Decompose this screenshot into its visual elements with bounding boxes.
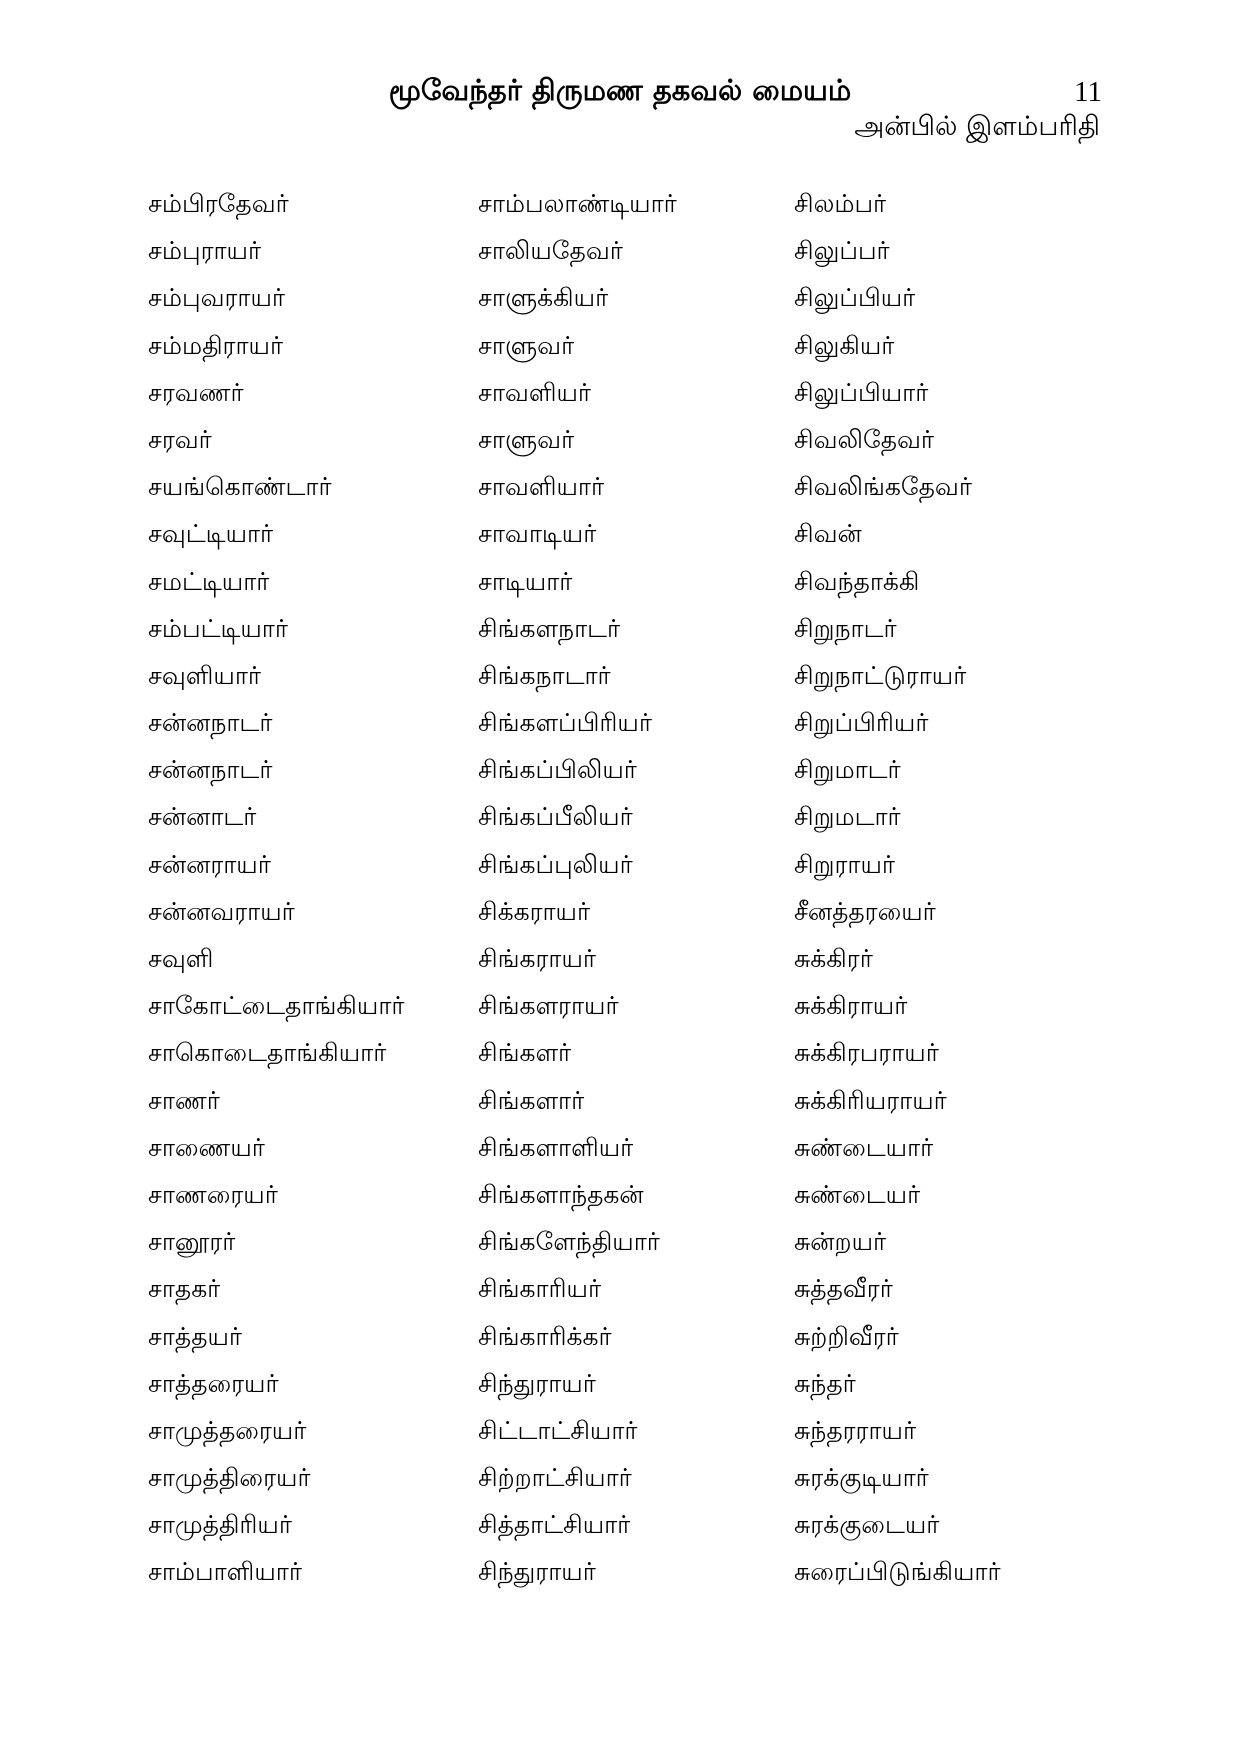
list-item: சுத்தவீரர்: [794, 1274, 893, 1304]
list-item: சிங்களநாடர்: [478, 613, 621, 643]
list-item: சிங்களாளியர்: [478, 1132, 634, 1162]
list-item: சித்தாட்சியார்: [478, 1510, 631, 1540]
list-item: சாம்பலாண்டியார்: [478, 189, 677, 218]
list-item: சமட்டியார்: [148, 566, 270, 596]
list-item: சிலுகியர்: [794, 330, 895, 360]
list-item: சாடியார்: [478, 566, 573, 596]
list-item: சிங்கப்புலியர்: [478, 849, 633, 879]
list-item: சாவளியர்: [478, 377, 591, 407]
list-item: சிலுப்பியர்: [794, 283, 916, 313]
list-item: சாளுக்கியர்: [478, 283, 609, 313]
list-item: சம்புராயர்: [148, 236, 262, 266]
list-item: சிவலிங்கதேவர்: [794, 472, 972, 502]
list-item: சிங்கப்பிலியர்: [478, 755, 637, 785]
name-columns: [148, 180, 1088, 1620]
list-item: சிவலிதேவர்: [794, 424, 934, 454]
list-item: சம்பட்டியார்: [148, 613, 288, 643]
list-item: சிங்கராயர்: [478, 944, 596, 973]
list-item: சானூரர்: [148, 1227, 236, 1257]
list-item: சிங்காரிக்கர்: [478, 1321, 612, 1351]
list-item: சுன்றயர்: [794, 1227, 887, 1257]
list-item: சன்னநாடர்: [148, 708, 273, 738]
list-item: சிட்டாட்சியார்: [478, 1415, 638, 1445]
list-item: சுந்தர்: [794, 1368, 856, 1398]
list-item: சவுளி: [148, 944, 214, 973]
list-item: சவுளியார்: [148, 660, 261, 690]
list-item: சாமுத்திரையர்: [148, 1463, 311, 1493]
list-item: சிறுமடார்: [794, 802, 901, 832]
list-item: சிறுராயர்: [794, 849, 895, 879]
name-column-2: [478, 180, 808, 1596]
list-item: சிங்களேந்தியார்: [478, 1227, 660, 1257]
list-item: சாமுத்தரையர்: [148, 1415, 307, 1445]
list-item: சாவாடியர்: [478, 519, 597, 549]
list-item: சம்பிரதேவர்: [148, 189, 289, 218]
list-item: சிங்களர்: [478, 1038, 572, 1068]
list-item: சம்புவராயர்: [148, 283, 285, 313]
list-item: சாவளியார்: [478, 472, 605, 502]
list-item: சிலுப்பர்: [794, 236, 890, 266]
list-item: சிறுமாடர்: [794, 755, 901, 785]
list-item: சரவணர்: [148, 377, 244, 407]
list-item: சாணர்: [148, 1085, 220, 1115]
list-item: சிங்கப்பீலியர்: [478, 802, 633, 832]
list-item: சாலியதேவர்: [478, 236, 623, 266]
list-item: சிந்துராயர்: [478, 1557, 596, 1587]
list-item: சிற்றாட்சியார்: [478, 1463, 632, 1493]
list-item: சாமுத்திரியர்: [148, 1510, 292, 1540]
list-item: சிறுநாட்டுராயர்: [794, 660, 967, 690]
list-item: சன்னராயர்: [148, 849, 271, 879]
list-item: சுந்தரராயர்: [794, 1415, 917, 1445]
author-name: அன்பில் இளம்பரிதி: [854, 111, 1100, 142]
name-column-1: [148, 180, 478, 1596]
list-item: சுரக்குடையர்: [794, 1510, 940, 1540]
list-item: சரவர்: [148, 424, 212, 454]
list-item: சிந்துராயர்: [478, 1368, 596, 1398]
list-item: சவுட்டியார்: [148, 519, 274, 549]
list-item: சாதகர்: [148, 1274, 221, 1304]
list-item: சாளுவர்: [478, 330, 575, 360]
list-item: சுண்டையர்: [794, 1179, 921, 1209]
list-item: சாம்பாளியார்: [148, 1557, 302, 1587]
list-item: சிங்காரியர்: [478, 1274, 602, 1304]
list-item: சிங்களாந்தகன்: [478, 1179, 644, 1209]
list-item: சிலம்பர்: [794, 189, 887, 218]
list-item: சிறுப்பிரியர்: [794, 708, 929, 738]
list-item: சுரக்குடியார்: [794, 1463, 929, 1493]
list-item: சுக்கிரியராயர்: [794, 1085, 947, 1115]
page-title: மூவேந்தர் திருமண தகவல் மையம்: [388, 73, 852, 107]
list-item: சயங்கொண்டார்: [148, 472, 332, 502]
list-item: சுக்கிரர்: [794, 944, 873, 973]
list-item: சிவன்: [794, 519, 862, 549]
name-column-3: [794, 180, 1124, 1596]
list-item: சாகோட்டைதாங்கியார்: [148, 991, 405, 1021]
list-item: சாணரையர்: [148, 1179, 278, 1209]
list-item: சுண்டையார்: [794, 1132, 934, 1162]
list-item: சுற்றிவீரர்: [794, 1321, 899, 1351]
list-item: சிங்களப்பிரியர்: [478, 708, 652, 738]
list-item: சன்னாடர்: [148, 802, 257, 832]
page-number: 11: [1074, 76, 1102, 108]
list-item: சாணையர்: [148, 1132, 265, 1162]
list-item: சிக்கராயர்: [478, 896, 591, 926]
list-item: சம்மதிராயர்: [148, 330, 284, 360]
list-item: சன்னநாடர்: [148, 755, 273, 785]
list-item: சிங்களராயர்: [478, 991, 619, 1021]
list-item: சிறுநாடர்: [794, 613, 897, 643]
list-item: சன்னவராயர்: [148, 896, 295, 926]
list-item: சாகொடைதாங்கியார்: [148, 1038, 387, 1068]
list-item: சுக்கிராயர்: [794, 991, 908, 1021]
list-item: சிங்கநாடார்: [478, 660, 611, 690]
list-item: சாளுவர்: [478, 424, 575, 454]
list-item: சிங்களார்: [478, 1085, 585, 1115]
list-item: சீனத்தரயைர்: [794, 896, 936, 926]
list-item: சாத்தயர்: [148, 1321, 242, 1351]
list-item: சுக்கிரபராயர்: [794, 1038, 939, 1068]
list-item: சிவந்தாக்கி: [794, 566, 920, 596]
list-item: சிலுப்பியார்: [794, 377, 929, 407]
list-item: சுரைப்பிடுங்கியார்: [794, 1557, 1001, 1587]
list-item: சாத்தரையர்: [148, 1368, 279, 1398]
